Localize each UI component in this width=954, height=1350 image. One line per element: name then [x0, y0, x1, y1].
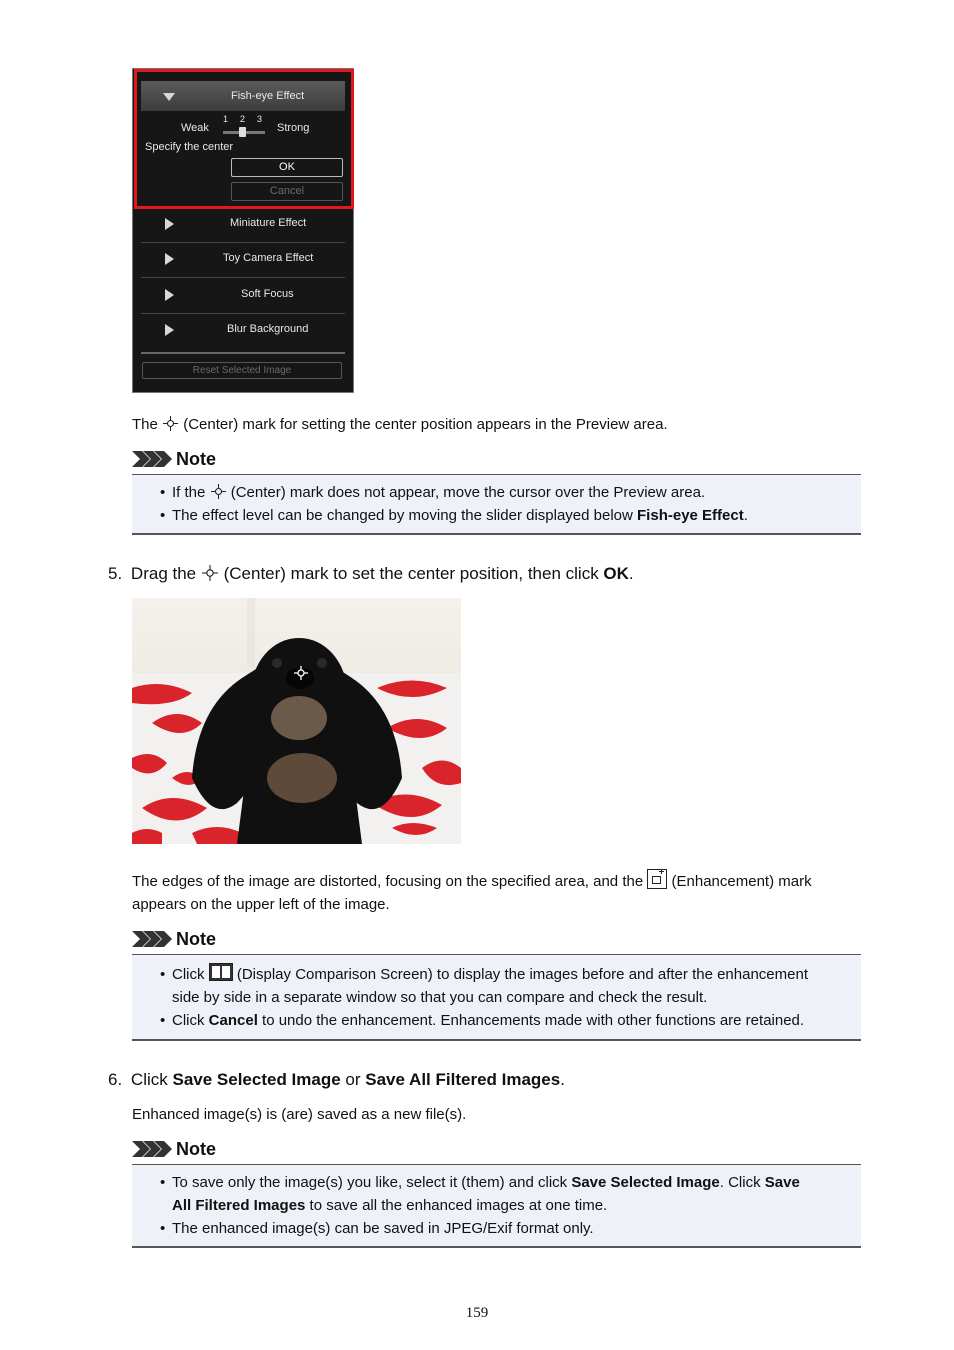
specify-center-label: Specify the center [145, 141, 234, 153]
note-heading [132, 448, 216, 470]
note-label: Note [176, 449, 216, 469]
enhancement-mark-icon [647, 869, 667, 889]
note1-item1-pre: If the [172, 484, 206, 501]
step-6 [108, 1068, 565, 1091]
blur-background-item[interactable]: Blur Background [227, 323, 309, 335]
step-6-save-all: Save All Filtered Images [365, 1070, 561, 1089]
after-photo-text-end: (Enhancement) mark [671, 873, 812, 890]
step-6-text-end: . [560, 1070, 565, 1089]
note1-item-1 [132, 481, 861, 504]
divider [141, 277, 345, 278]
step-6-save-selected: Save Selected Image [172, 1070, 341, 1089]
strong-label: Strong [277, 122, 310, 134]
note-label: Note [176, 1139, 216, 1159]
note-label: Note [176, 929, 216, 949]
step-5-number: 5. [108, 564, 123, 583]
reset-selected-image-button[interactable]: Reset Selected Image [142, 362, 342, 379]
divider [141, 313, 345, 314]
note2-item2-post: to undo the enhancement. Enhancements made with other functions are retained. [257, 1012, 805, 1029]
note3-item1-mid: . Click [719, 1174, 765, 1191]
note1-item-2 [132, 504, 861, 527]
expand-triangle-icon [165, 218, 174, 230]
note-box-3 [132, 1164, 861, 1248]
toy-camera-effect-item[interactable]: Toy Camera Effect [223, 252, 314, 264]
center-mark-icon [211, 484, 226, 499]
note2-item1-pre: Click [172, 966, 205, 983]
note2-item-1 [132, 963, 861, 1009]
miniature-effect-item[interactable]: Miniature Effect [230, 217, 307, 229]
note3-item-1 [132, 1171, 861, 1217]
note-arrows-icon [132, 931, 172, 947]
note-arrows-icon [132, 1141, 172, 1157]
note-box-1 [132, 474, 861, 535]
note1-item1-post: (Center) mark does not appear, move the cursor over the Preview area. [230, 484, 706, 501]
saved-paragraph: Enhanced image(s) is (are) saved as a new file(s). [132, 1106, 467, 1123]
after-photo-paragraph [132, 869, 861, 916]
cancel-button[interactable]: Cancel [231, 182, 343, 201]
note2-item1-post: (Display Comparison Screen) to display the images before and after the enhancement [236, 966, 808, 983]
page-number: 159 [465, 1305, 489, 1321]
step-5-text-end: . [628, 564, 634, 583]
note-heading [132, 1138, 216, 1160]
red-highlight-frame [134, 69, 354, 209]
note3-item1-bold2a: Save [764, 1174, 800, 1191]
intro-paragraph [132, 413, 668, 436]
dog-photo-illustration [132, 598, 461, 844]
ok-button[interactable]: OK [231, 158, 343, 177]
center-mark-icon [163, 416, 178, 431]
step-5-text-start: Drag the [130, 564, 197, 583]
after-photo-line-2: appears on the upper left of the image. [132, 896, 390, 913]
note-arrows-icon [132, 451, 172, 467]
weak-label: Weak [181, 122, 209, 134]
note2-item-2 [132, 1009, 861, 1032]
step-5 [108, 562, 634, 585]
note1-item2-post: . [743, 507, 748, 524]
note3-item1-bold2b: All Filtered Images [172, 1197, 306, 1214]
intro-text-end: (Center) mark for setting the center position appears in the Preview area. [183, 416, 668, 433]
tick-1: 1 [223, 114, 229, 124]
divider [141, 242, 345, 243]
step-5-text-mid: (Center) mark to set the center position, then click [223, 564, 604, 583]
step-6-text-start: Click [130, 1070, 173, 1089]
step-6-number: 6. [108, 1070, 123, 1089]
fish-eye-header-label: Fish-eye Effect [231, 90, 305, 102]
tick-2: 2 [240, 114, 246, 124]
note3-item1-bold1: Save Selected Image [571, 1174, 720, 1191]
step-5-ok: OK [603, 564, 629, 583]
note2-item2-bold: Cancel [208, 1012, 258, 1029]
note3-item-2: • The enhanced image(s) can be saved in JPEG/Exif format only. [132, 1217, 861, 1240]
note1-item2-bold: Fish-eye Effect [637, 507, 744, 524]
note2-item1-line2: side by side in a separate window so that you can compare and check the result. [172, 989, 708, 1006]
display-comparison-screen-icon [209, 963, 233, 981]
after-photo-line-1 [132, 869, 861, 893]
note1-item2-pre: The effect level can be changed by moving the slider displayed below [172, 507, 638, 524]
expand-triangle-icon [165, 289, 174, 301]
divider [141, 352, 345, 354]
note-heading [132, 928, 216, 950]
note3-item1-pre: To save only the image(s) you like, select it (them) and click [172, 1174, 572, 1191]
soft-focus-item[interactable]: Soft Focus [241, 288, 294, 300]
note-box-2 [132, 954, 861, 1041]
fish-eye-preview-photo [132, 598, 461, 844]
center-mark-icon [202, 565, 218, 581]
note3-item1-post: to save all the enhanced images at one time. [305, 1197, 608, 1214]
expand-triangle-icon [165, 324, 174, 336]
expand-triangle-icon [165, 253, 174, 265]
tick-3: 3 [257, 114, 263, 124]
note2-item2-pre: Click [172, 1012, 209, 1029]
fish-eye-panel-screenshot [132, 68, 354, 393]
after-photo-text-start: The edges of the image are distorted, focusing on the specified area, and the [132, 873, 644, 890]
step-6-text-mid: or [340, 1070, 366, 1089]
intro-text-start: The [132, 416, 158, 433]
